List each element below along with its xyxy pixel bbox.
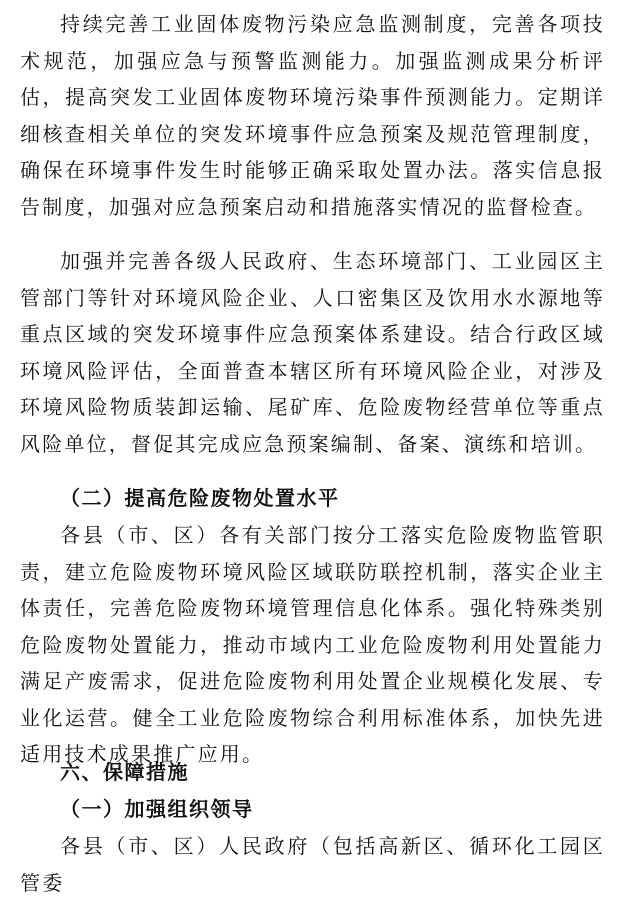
heading-section-6: 六、保障措施 — [60, 760, 189, 784]
paragraph-emergency-monitoring: 持续完善工业固体废物污染应急监测制度，完善各项技术规范，加强应急与预警监测能力。加强监测成果分析评估，提高突发工业固体废物环境污染事件预测能力。定期详细核查相关单位的突发环境事件应急预案及规范管理制度，确保在环境事件发生时能够正确采取处置办法。落实信息报告制度，加强对应急预案启动和措施落实情况的监督检查。 — [20, 12, 605, 219]
paragraph-emergency-plan-system: 加强并完善各级人民政府、生态环境部门、工业园区主管部门等针对环境风险企业、人口密集区及饮用水水源地等重点区域的突发环境事件应急预案体系建设。结合行政区域环境风险评估，全面普查本辖区所有环境风险企业，对涉及环境风险物质装卸运输、尾矿库、危险废物经营单位等重点风险单位，督促其完成应急预案编制、备案、演练和培训。 — [20, 249, 605, 456]
paragraph-hazardous-waste-management: 各县（市、区）各有关部门按分工落实危险废物监管职责，建立危险废物环境风险区域联防联控机制，落实企业主体责任，完善危险废物环境管理信息化体系。强化特殊类别危险废物处置能力，推动市域内工业危险废物利用处置能力满足产废需求，促进危险废物利用处置企业规模化发展、专业化运营。健全工业危险废物综合利用标准体系，加快先进适用技术成果推广应用。 — [20, 523, 605, 766]
heading-subsection-2: （二）提高危险废物处置水平 — [60, 486, 340, 510]
paragraph-county-governments: 各县（市、区）人民政府（包括高新区、循环化工园区管委 — [20, 834, 605, 895]
heading-subsection-1: （一）加强组织领导 — [60, 797, 254, 821]
